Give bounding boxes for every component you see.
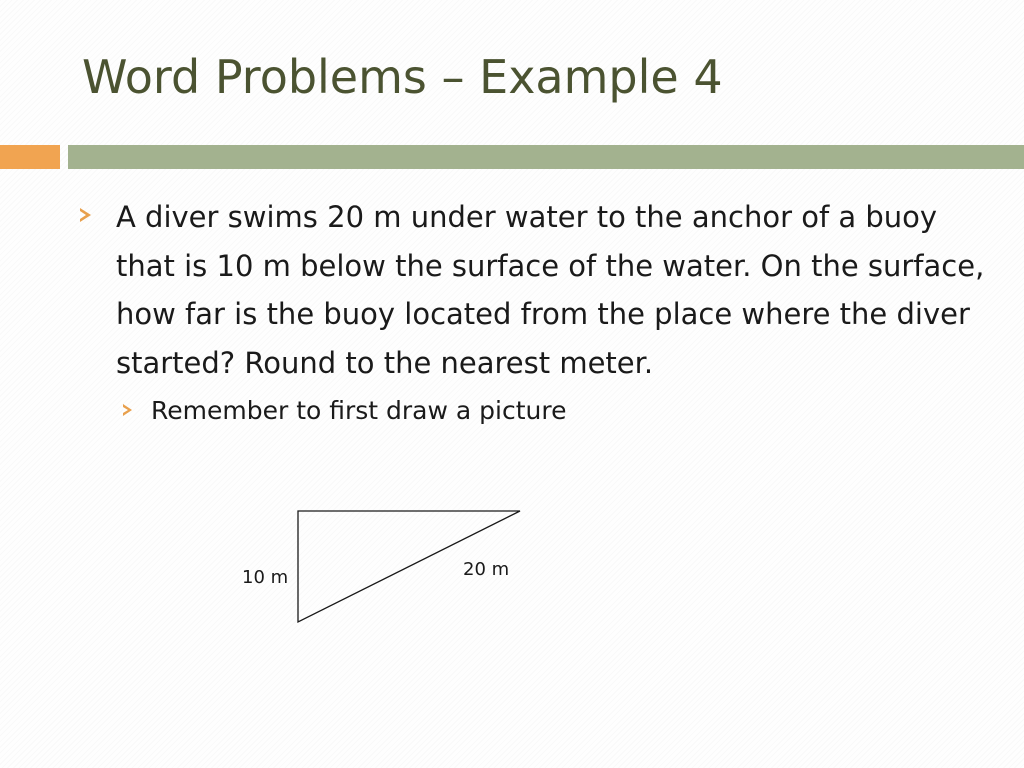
sub-bullet-text: Remember to first draw a picture bbox=[151, 396, 567, 425]
slide-title: Word Problems – Example 4 bbox=[82, 50, 723, 104]
label-vertical-side: 10 m bbox=[242, 567, 289, 588]
label-hypotenuse: 20 m bbox=[463, 559, 510, 580]
bullet-text: A diver swims 20 m under water to the anchor of a buoy that is 10 m below the surface of the water. On the surface, how far is the buoy located from the place where the diver started? Round to the nearest meter. bbox=[116, 200, 985, 380]
